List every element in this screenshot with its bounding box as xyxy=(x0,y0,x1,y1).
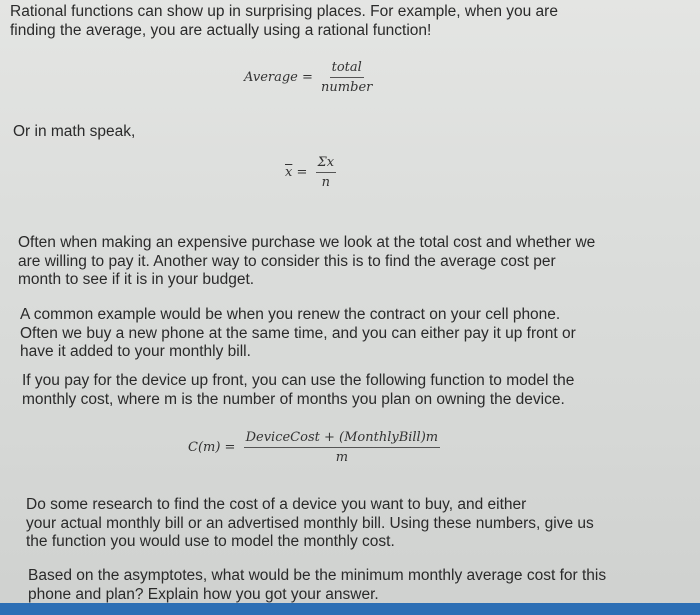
average-numerator: total xyxy=(330,60,364,78)
average-denominator: number xyxy=(321,80,373,95)
mean-fraction xyxy=(316,155,337,190)
average-lhs: Average = xyxy=(244,70,313,85)
purchase-paragraph: Often when making an expensive purchase we look at the total cost and whether we are willing to pay it. Another way to consider this is to find the average cost per month to see if it is in your budget. xyxy=(18,234,596,288)
math-speak-text: Or in math speak, xyxy=(13,123,136,140)
asymptotes-paragraph: Based on the asymptotes, what would be the minimum monthly average cost for this phone and plan? Explain how you got your answer. xyxy=(28,567,607,603)
cost-denominator: m xyxy=(335,450,349,465)
cost-lhs: C(m) = xyxy=(188,440,236,455)
bottom-bar xyxy=(0,603,700,615)
mean-denominator: n xyxy=(321,175,330,190)
mean-equation xyxy=(285,155,336,190)
mean-equals: = xyxy=(296,165,308,180)
research-paragraph: Do some research to find the cost of a device you want to buy, and either your actual monthly bill or an advertised monthly bill. Using these numbers, give us the function you would use to model the monthly cost. xyxy=(26,496,594,550)
device-paragraph: If you pay for the device up front, you can use the following function to model the monthly cost, where m is the number of months you plan on owning the device. xyxy=(22,372,575,408)
average-equation xyxy=(244,60,372,95)
cost-equation xyxy=(188,430,440,465)
cost-fraction xyxy=(244,430,441,465)
average-fraction xyxy=(321,60,372,95)
x-bar: $\overline{x}$ xyxy=(285,165,293,180)
cost-numerator: DeviceCost + (MonthlyBill)m xyxy=(244,430,441,448)
intro-paragraph: Rational functions can show up in surprising places. For example, when you are finding the average, you are actually using a rational function! xyxy=(10,3,558,39)
phone-paragraph: A common example would be when you renew the contract on your cell phone. Often we buy a new phone at the same time, and you can either pay it up front or have it added to your monthly bill. xyxy=(20,306,576,360)
mean-numerator: Σx xyxy=(316,155,337,173)
